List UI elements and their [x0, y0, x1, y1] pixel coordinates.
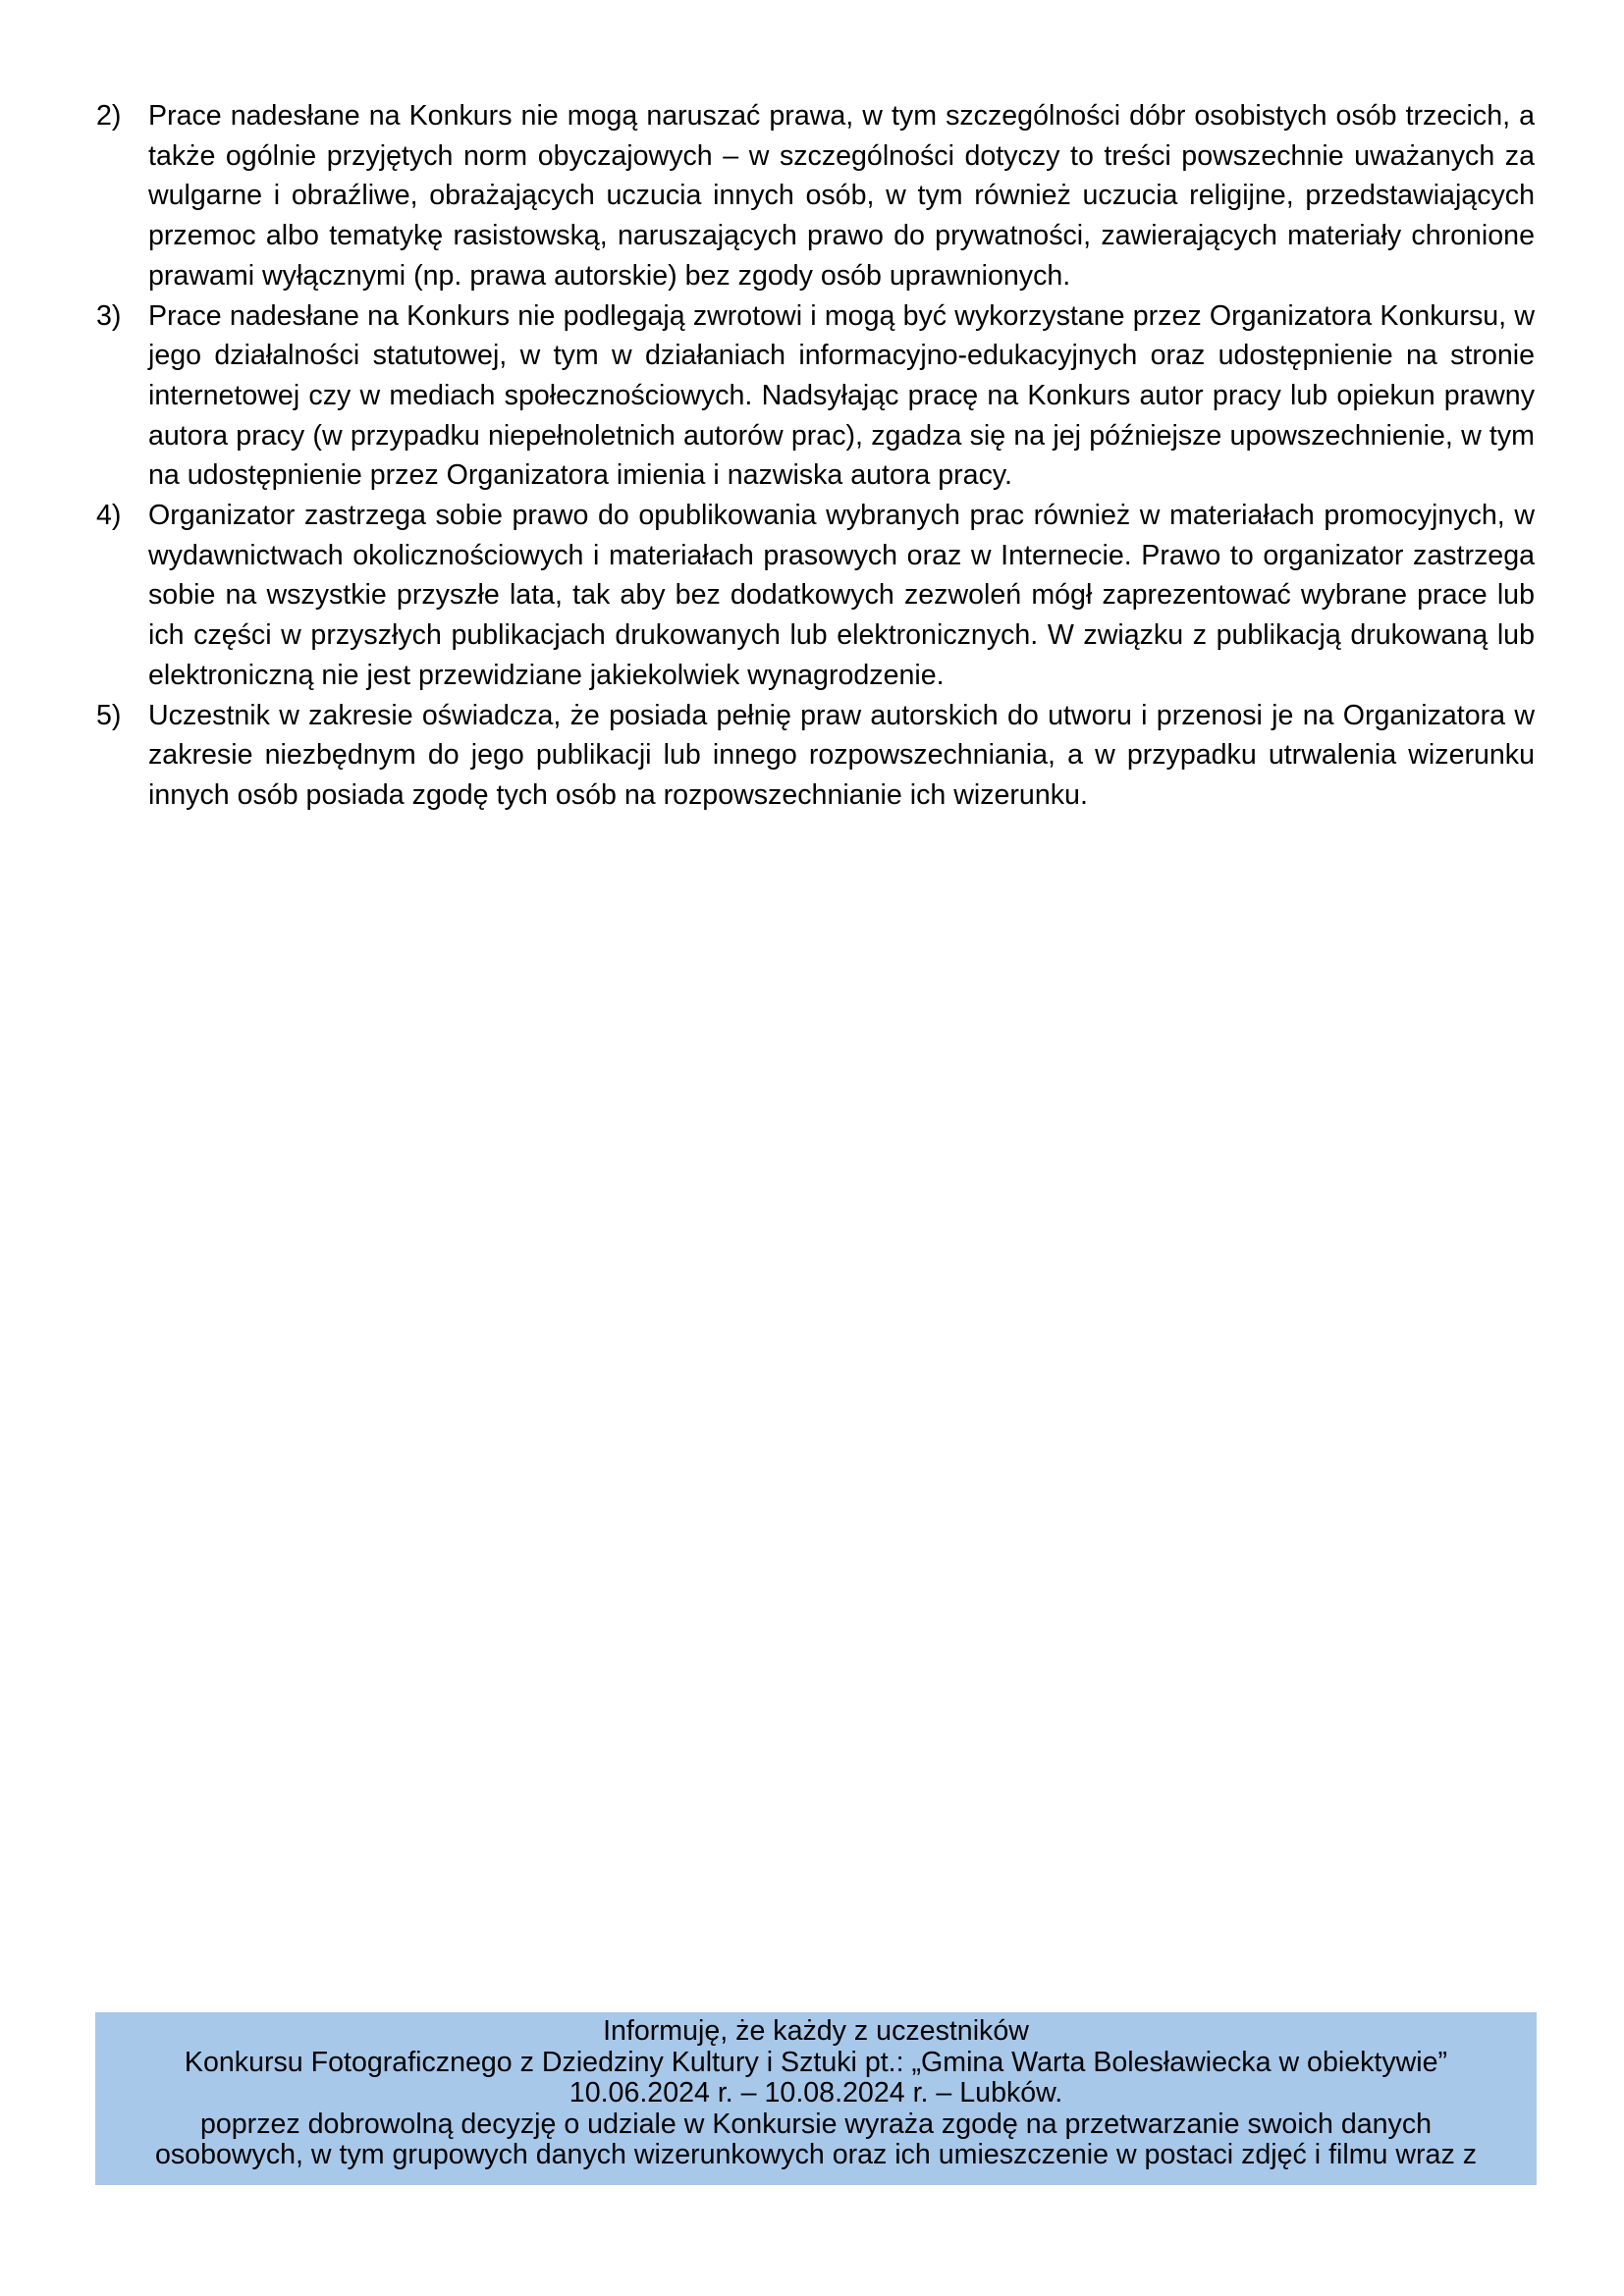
consent-notice-box	[95, 2012, 1537, 2185]
rule-item-4	[96, 496, 1535, 696]
rules-list	[96, 96, 1535, 816]
rule-item-3	[96, 296, 1535, 497]
rule-number: 2)	[96, 100, 122, 132]
rule-item-2	[96, 96, 1535, 296]
rule-item-5	[96, 696, 1535, 816]
rule-text: Prace nadesłane na Konkurs nie podlegają zwrotowi i mogą być wykorzystane przez Organizatora Konkursu, w jego działalności statutowej, w tym w działaniach informacyjno-edukacyjnych oraz udostępnienie na stronie internetowej czy w mediach społecznościowych. Nadsyłając pracę na Konkurs autor pracy lub opiekun prawny autora pracy (w przypadku niepełnoletnich autorów prac), zgadza się na jej późniejsze upowszechnienie, w tym na udostępnienie przez Organizatora imienia i nazwiska autora pracy.	[148, 299, 1535, 492]
rule-number: 5)	[96, 699, 122, 731]
rule-number: 4)	[96, 500, 122, 532]
consent-line: 10.06.2024 r. – 10.08.2024 r. – Lubków.	[568, 2077, 1063, 2109]
consent-line: osobowych, w tym grupowych danych wizerunkowych oraz ich umieszczenie w postaci zdjęć i filmu wraz z	[154, 2139, 1477, 2170]
rule-number: 3)	[96, 299, 122, 332]
rule-text: Prace nadesłane na Konkurs nie mogą naruszać prawa, w tym szczególności dóbr osobistych osób trzecich, a także ogólnie przyjętych norm obyczajowych – w szczególności dotyczy to treści powszechnie uważanych za wulgarne i obraźliwe, obrażających uczucia innych osób, w tym również uczucia religijne, przedstawiających przemoc albo tematykę rasistowską, naruszających prawo do prywatności, zawierających materiały chronione prawami wyłącznymi (np. prawa autorskie) bez zgody osób uprawnionych.	[148, 100, 1535, 292]
consent-line: Konkursu Fotograficznego z Dziedziny Kultury i Sztuki pt.: „Gmina Warta Bolesławiecka w obiektywie”	[184, 2046, 1448, 2078]
rule-text: Organizator zastrzega sobie prawo do opublikowania wybranych prac również w materiałach promocyjnych, w wydawnictwach okolicznościowych i materiałach prasowych oraz w Internecie. Prawo to organizator zastrzega sobie na wszystkie przyszłe lata, tak aby bez dodatkowych zezwoleń mógł zaprezentować wybrane prace lub ich części w przyszłych publikacjach drukowanych lub elektronicznych. W związku z publikacją drukowaną lub elektroniczną nie jest przewidziane jakiekolwiek wynagrodzenie.	[148, 500, 1535, 691]
rule-text: Uczestnik w zakresie oświadcza, że posiada pełnię praw autorskich do utworu i przenosi je na Organizatora w zakresie niezbędnym do jego publikacji lub innego rozpowszechniania, a w przypadku utrwalenia wizerunku innych osób posiada zgodę tych osób na rozpowszechnianie ich wizerunku.	[148, 699, 1535, 811]
consent-line: poprzez dobrowolną decyzję o udziale w Konkursie wyraża zgodę na przetwarzanie swoich danych	[199, 2108, 1433, 2140]
consent-line: Informuję, że każdy z uczestników	[603, 2015, 1029, 2047]
